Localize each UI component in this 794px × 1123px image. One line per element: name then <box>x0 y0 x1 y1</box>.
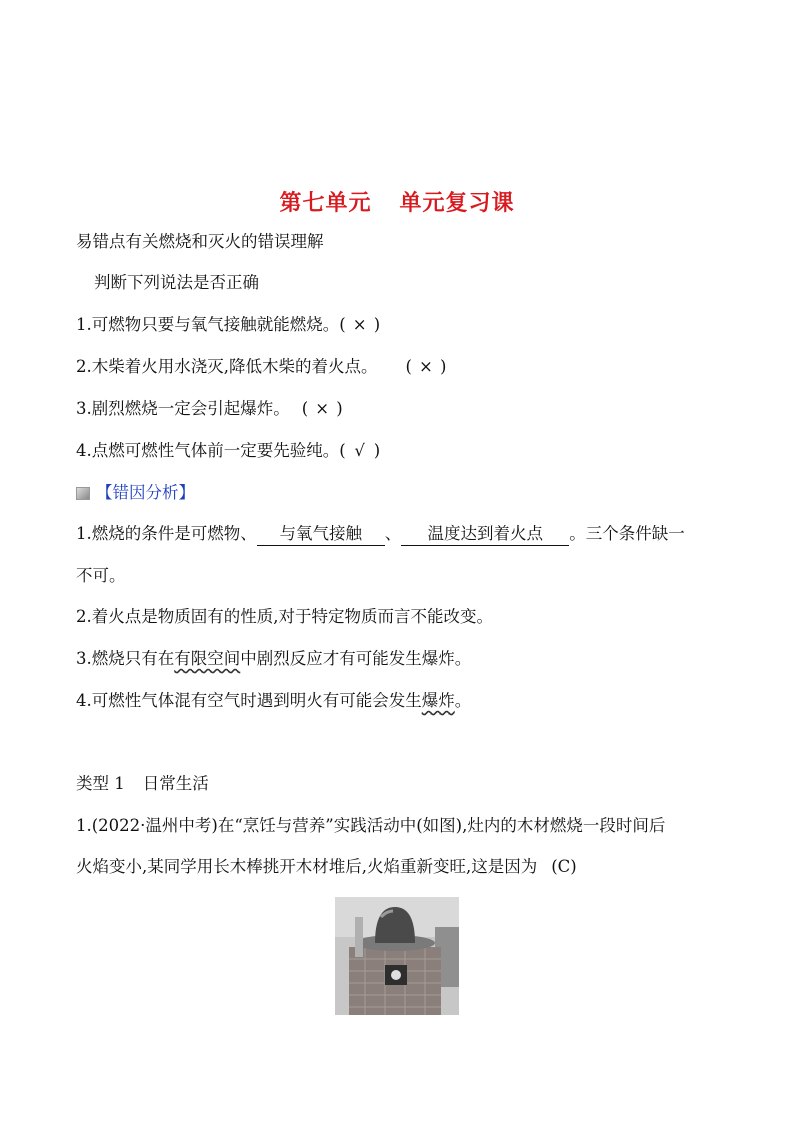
wavy-emphasis: 爆炸 <box>421 691 455 710</box>
judgment-2: 2.木柴着火用水浇灭,降低木柴的着火点。 ( × ) <box>76 357 447 376</box>
title-lesson: 单元复习课 <box>399 191 515 216</box>
analysis-item-3: 3.燃烧只有在有限空间中剧烈反应才有可能发生爆炸。 <box>76 649 472 668</box>
question-1-answer: (C) <box>551 857 577 876</box>
wavy-emphasis: 有限空间 <box>174 649 241 668</box>
intro-heading: 易错点有关燃烧和灭火的错误理解 <box>76 232 324 251</box>
type-heading: 类型 1 日常生活 <box>76 774 209 793</box>
judgment-3: 3.剧烈燃烧一定会引起爆炸。 ( × ) <box>76 399 343 418</box>
judgment-answer: √ <box>354 441 365 460</box>
analysis-heading: 【错因分析】 <box>76 482 195 504</box>
judgment-answer: × <box>315 399 330 418</box>
analysis-item-2: 2.着火点是物质固有的性质,对于特定物质而言不能改变。 <box>76 607 493 626</box>
analysis-item-4: 4.可燃性气体混有空气时遇到明火有可能会发生爆炸。 <box>76 691 472 710</box>
judgment-answer: × <box>419 357 433 376</box>
fill-blank-2: 温度达到着火点 <box>401 523 569 546</box>
title-unit: 第七单元 <box>279 191 372 216</box>
page-title <box>0 186 794 217</box>
judgment-answer: × <box>352 315 367 334</box>
fill-blank-1: 与氧气接触 <box>257 523 385 546</box>
question-1-line-2: 火焰变小,某同学用长木棒挑开木材堆后,火焰重新变旺,这是因为 (C) <box>76 857 577 876</box>
judgment-4: 4.点燃可燃性气体前一定要先验纯。( √ ) <box>76 441 381 460</box>
question-1-line-1: 1.(2022·温州中考)在“烹饪与营养”实践活动中(如图),灶内的木材燃烧一段时间后 <box>76 816 666 835</box>
analysis-item-1-cont: 不可。 <box>76 566 126 585</box>
section-icon <box>76 487 90 500</box>
judgment-1: 1.可燃物只要与氧气接触就能燃烧。( × ) <box>76 315 381 334</box>
analysis-item-1: 1.燃烧的条件是可燃物、 与氧气接触 、 温度达到着火点 。三个条件缺一 <box>76 523 685 546</box>
stove-photo <box>335 897 459 1015</box>
intro-instruction: 判断下列说法是否正确 <box>94 273 259 292</box>
